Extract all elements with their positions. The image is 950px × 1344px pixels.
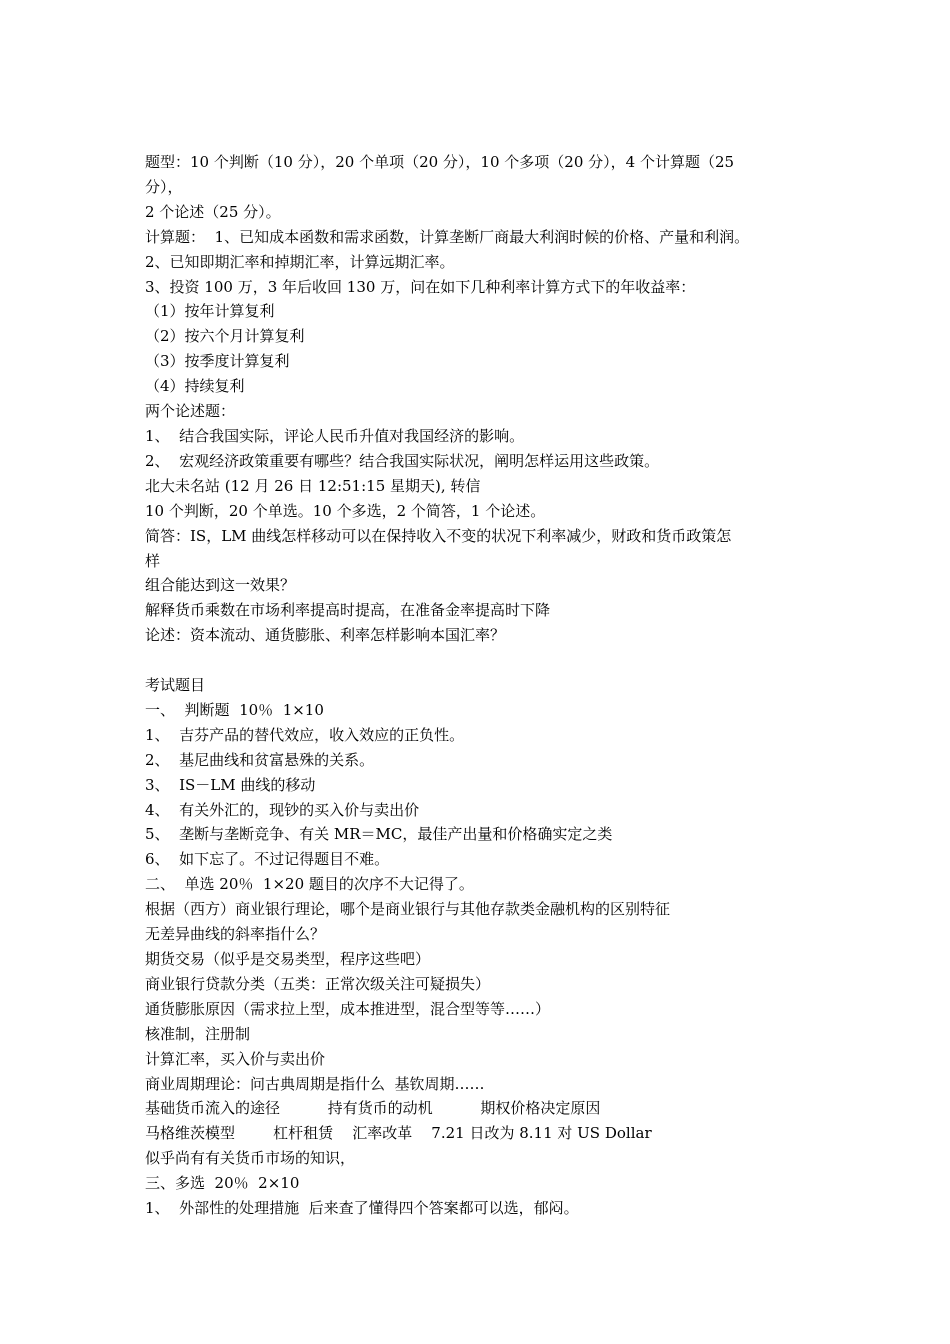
text-line: 考试题目	[145, 676, 206, 695]
text-line: （4）持续复利	[145, 377, 245, 396]
text-line: 似乎尚有有关货币市场的知识，	[145, 1149, 356, 1168]
text-line: 论述：资本流动、通货膨胀、利率怎样影响本国汇率？	[145, 626, 506, 645]
text-line: 简答：IS，LM 曲线怎样移动可以在保持收入不变的状况下利率减少，财政和货币政策怎	[145, 526, 732, 545]
text-line: 2 个论述（25 分）。	[145, 202, 281, 221]
text-line: 期货交易（似乎是交易类型，程序这些吧）	[145, 949, 431, 968]
text-line: 通货膨胀原因（需求拉上型，成本推进型，混合型等等……）	[145, 999, 551, 1018]
text-line: （2）按六个月计算复利	[145, 327, 305, 346]
text-line: （1）按年计算复利	[145, 302, 275, 321]
text-line: 题型：10 个判断（10 分），20 个单项（20 分），10 个多项（20 分），4 个计算题（25	[145, 153, 735, 171]
text-line: 北大未名站 (12 月 26 日 12:51:15 星期天), 转信	[145, 476, 481, 495]
text-line: 组合能达到这一效果？	[145, 576, 296, 595]
text-line: 样	[145, 551, 161, 570]
blank-line	[145, 648, 810, 673]
text-line: 解释货币乘数在市场利率提高时提高，在准备金率提高时下降	[145, 601, 551, 620]
text-line: 1、 结合我国实际，评论人民币升值对我国经济的影响。	[145, 426, 525, 445]
text-line: 分），	[145, 177, 183, 196]
text-line: 计算题： 1、已知成本函数和需求函数，计算垄断厂商最大利润时候的价格、产量和利润。	[145, 227, 750, 246]
text-line: 1、 吉芬产品的替代效应，收入效应的正负性。	[145, 725, 465, 744]
text-line: 根据（西方）商业银行理论，哪个是商业银行与其他存款类金融机构的区别特征	[145, 900, 671, 919]
text-line: 3、投资 100 万，3 年后收回 130 万，问在如下几种利率计算方式下的年收益率：	[145, 277, 696, 296]
text-line: 2、 基尼曲线和贫富悬殊的关系。	[145, 750, 375, 769]
text-line: （3）按季度计算复利	[145, 352, 290, 371]
text-line: 二、 单选 20％ 1×20 题目的次序不大记得了。	[145, 875, 474, 894]
text-line: 一、 判断题 10％ 1×10	[145, 700, 324, 719]
text-line: 基础货币流入的途径 持有货币的动机 期权价格决定原因	[145, 1099, 601, 1118]
text-line: 无差异曲线的斜率指什么？	[145, 925, 326, 944]
text-line: 6、 如下忘了。不过记得题目不难。	[145, 850, 390, 869]
text-line: 3、 IS－LM 曲线的移动	[145, 775, 316, 794]
text-line: 2、 宏观经济政策重要有哪些？结合我国实际状况，阐明怎样运用这些政策。	[145, 451, 660, 470]
document-body	[145, 150, 810, 1221]
text-line: 1、 外部性的处理措施 后来查了懂得四个答案都可以选，郁闷。	[145, 1199, 579, 1218]
text-line: 商业周期理论：问古典周期是指什么 基钦周期……	[145, 1074, 485, 1093]
text-line: 5、 垄断与垄断竞争、有关 MR＝MC，最佳产出量和价格确实定之类	[145, 825, 613, 844]
text-line: 4、 有关外汇的，现钞的买入价与卖出价	[145, 800, 420, 819]
text-line: 2、已知即期汇率和掉期汇率，计算远期汇率。	[145, 252, 455, 271]
text-line: 三、多选 20％ 2×10	[145, 1174, 300, 1193]
text-line: 核准制，注册制	[145, 1024, 251, 1043]
text-line: 计算汇率，买入价与卖出价	[145, 1049, 326, 1068]
text-line: 两个论述题：	[145, 402, 236, 421]
text-line: 商业银行贷款分类（五类：正常次级关注可疑损失）	[145, 974, 491, 993]
text-line: 马格维茨模型 杠杆租赁 汇率改革 7.21 日改为 8.11 对 US Dollar	[145, 1124, 652, 1143]
text-line: 10 个判断，20 个单选。10 个多选，2 个简答，1 个论述。	[145, 501, 546, 520]
